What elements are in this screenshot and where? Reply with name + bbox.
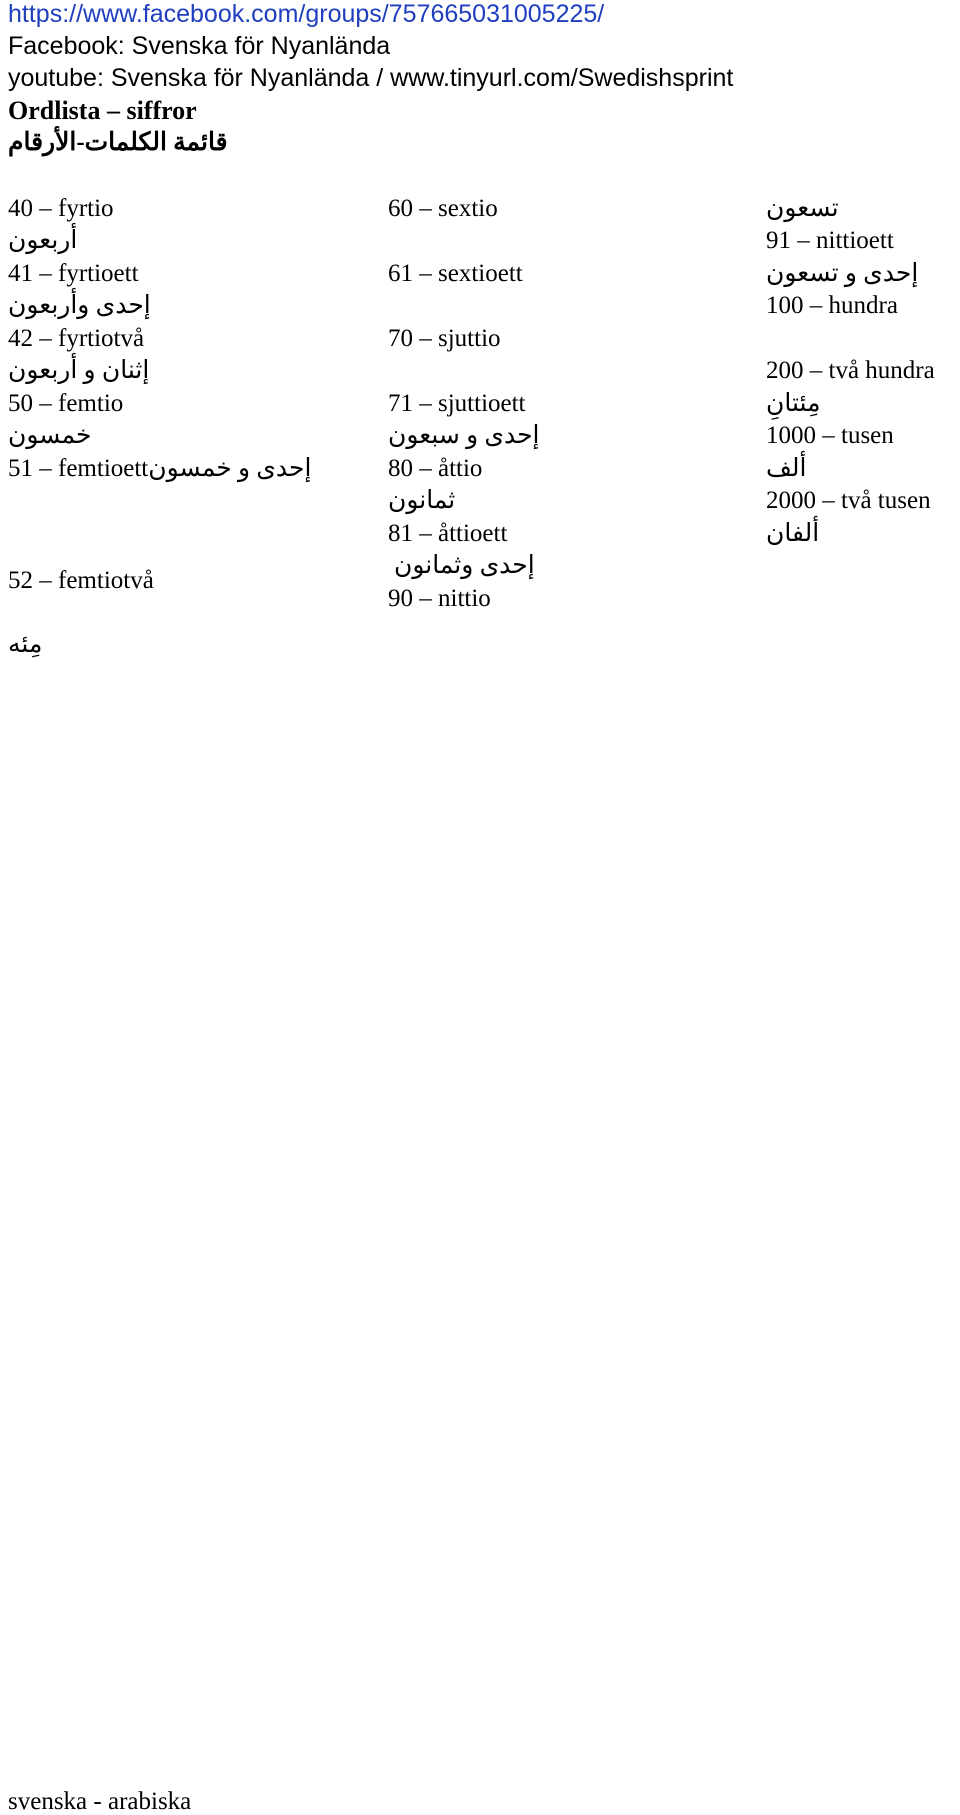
list-item: 2000 – två tusen [766, 487, 931, 514]
list-item: إحدى و تسعون [766, 260, 919, 287]
list-item: 100 – hundra [766, 292, 898, 319]
list-item: 81 – åttioett [388, 520, 508, 547]
page-title: Ordlista – siffror [8, 96, 197, 125]
facebook-line: Facebook: Svenska för Nyanlända [8, 32, 391, 60]
list-item: 51 – femtioettإحدى و خمسون [8, 455, 312, 482]
list-item: ألف [766, 455, 807, 482]
list-item: 61 – sextioett [388, 260, 523, 287]
list-item: 71 – sjuttioett [388, 390, 526, 417]
list-item: 50 – femtio [8, 390, 124, 417]
list-item: خمسون [8, 422, 92, 449]
list-item: 80 – åttio [388, 455, 483, 482]
list-item: ثمانون [388, 487, 456, 514]
arabic-title: قائمة الكلمات-الأرقام [8, 129, 228, 156]
list-item: 42 – fyrtiotvå [8, 325, 145, 352]
list-item: 200 – två hundra [766, 357, 935, 384]
list-item: أربعون [8, 227, 78, 254]
footer-label: svenska - arabiska [8, 1788, 192, 1815]
list-item: تسعون [766, 195, 839, 222]
group-link[interactable]: https://www.facebook.com/groups/757665031005225/ [8, 0, 605, 28]
list-item: 91 – nittioett [766, 227, 894, 254]
list-item: 70 – sjuttio [388, 325, 501, 352]
list-item: مِئه [8, 631, 43, 658]
list-item: مِئتانِ [766, 390, 821, 417]
list-item: 41 – fyrtioett [8, 260, 139, 287]
list-item: ألفان [766, 520, 820, 547]
list-item: 1000 – tusen [766, 422, 894, 449]
list-item: إحدى و سبعون [388, 422, 540, 449]
list-item: إحدى وثمانون [394, 552, 535, 579]
list-item: 60 – sextio [388, 195, 498, 222]
list-item: إثنان و أربعون [8, 357, 150, 384]
youtube-line: youtube: Svenska för Nyanlända / www.tinyurl.com/Swedishsprint [8, 64, 734, 92]
list-item: إحدى وأربعون [8, 292, 151, 319]
list-item: 90 – nittio [388, 585, 491, 612]
list-item: 52 – femtiotvå [8, 567, 154, 594]
list-item: 40 – fyrtio [8, 195, 114, 222]
